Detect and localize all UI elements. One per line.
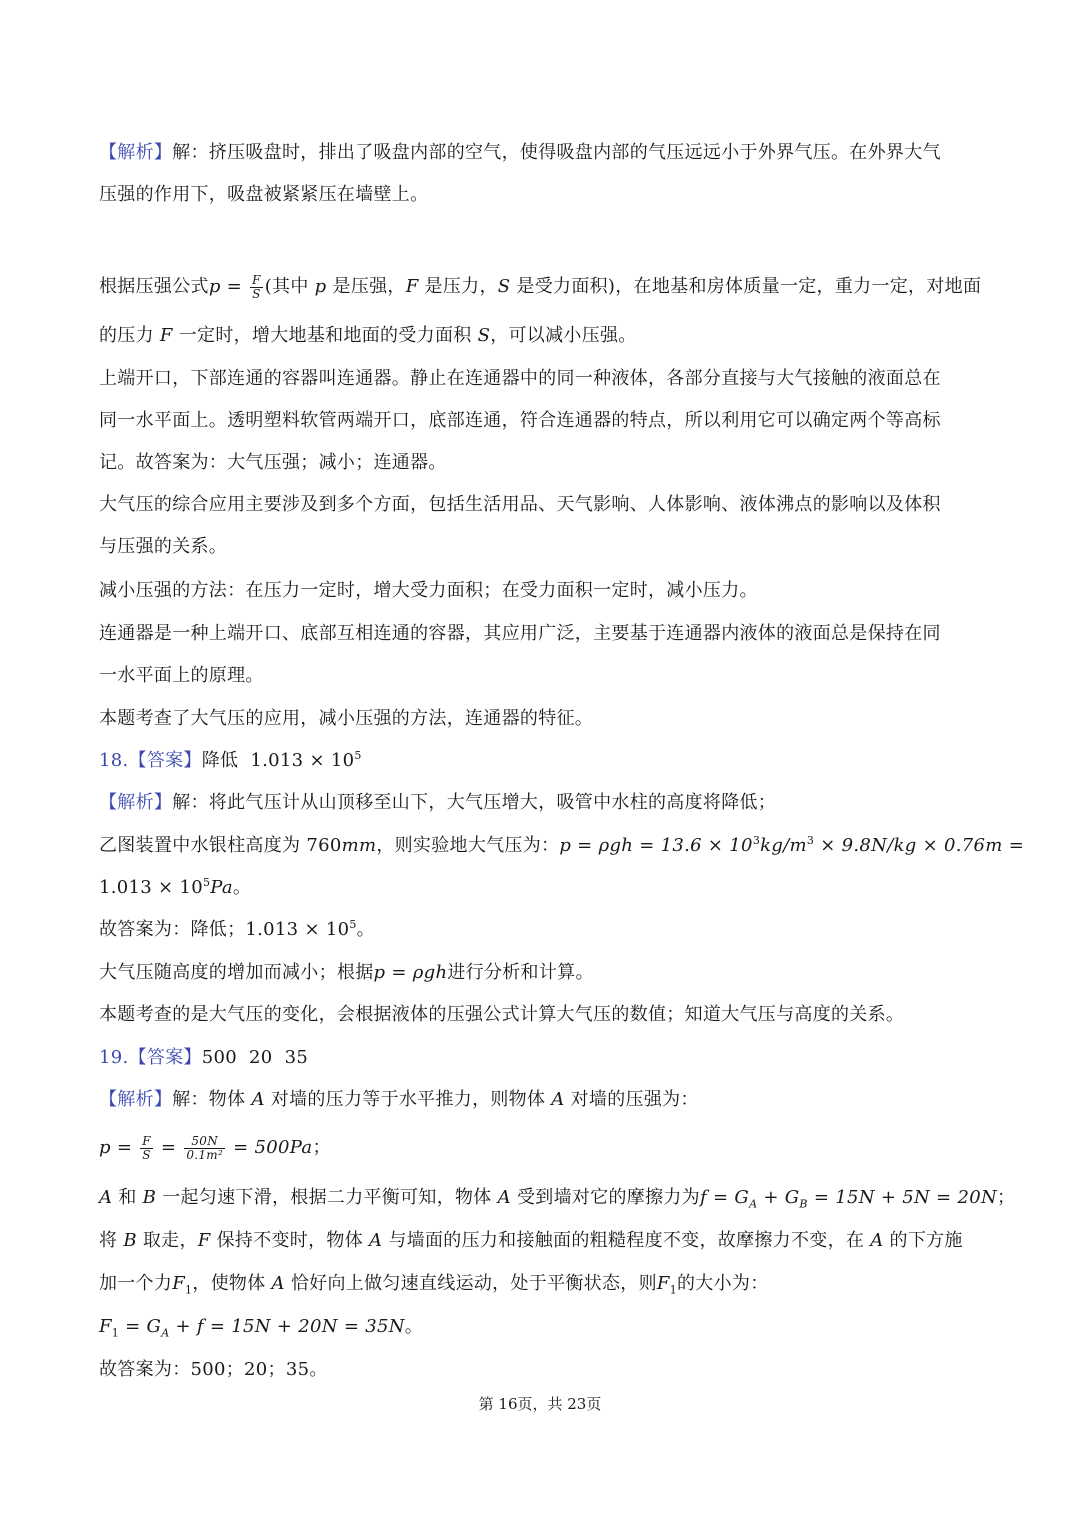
q18-jiexi-line: 【解析】解：将此气压计从山顶移至山下，大气压增大，吸管中水柱的高度将降低； [99,792,777,813]
text-line: 的压力 F 一定时，增大地基和地面的受力面积 S，可以减小压强。 [99,325,637,346]
text-line: A 和 B 一起匀速下滑，根据二力平衡可知，物体 A 受到墙对它的摩擦力为$f = G_A + G_B = 15N + 5N = 20N$； [99,1187,1016,1211]
text-line: 减小压强的方法：在压力一定时，增大受力面积；在受力面积一定时，减小压力。 [99,580,758,601]
text-line: 本题考查的是大气压的变化，会根据液体的压强公式计算大气压的数值；知道大气压与高度的关系。 [99,1004,905,1025]
text-line: 与压强的关系。 [99,536,228,557]
pressure-calc-line: p = $\frac{F}{S}$ = $\frac{50N}{\text{0.1m²}}$ = 500Pa； [99,1133,331,1162]
text-line: 故答案为：降低；$1.013 \times 10^5$。 [99,918,375,940]
text-line: 记。故答案为：大气压强；减小；连通器。 [99,452,447,473]
text-line: 解：挤压吸盘时，排出了吸盘内部的空气，使得吸盘内部的气压远远小于外界气压。在外界大气 [172,142,941,163]
question-number: 19. [99,1047,129,1068]
text-line: 将 B 取走，F 保持不变时，物体 A 与墙面的压力和接触面的粗糙程度不变，故摩擦力不变，在 A 的下方施 [99,1230,963,1251]
q19-answer-line: 19.【答案】500 20 35 [99,1047,309,1068]
fraction: $\frac{F}{S}$ [142,1133,151,1162]
question-number: 18. [99,750,129,771]
text-line: 乙图装置中水银柱高度为 760mm，则实验地大气压为：$p = \rho gh = 13.6 \times 10^3kg/m^3 \times 9.8N/kg \times 0.76m$ = [99,834,1025,856]
text-line: 一水平面上的原理。 [99,665,264,686]
pressure-formula-line: 根据压强公式p = $\frac{F}{S}$ (其中 p 是压强，F 是压力，S 是受力面积)，在地基和房体质量一定，重力一定，对地面 [99,272,982,301]
text-line: $1.013 \times 10^5Pa$。 [99,876,252,898]
text-line: 同一水平面上。透明塑料软管两端开口，底部连通，符合连通器的特点，所以利用它可以确定两个等高标 [99,410,941,431]
text-line: $F_1 = G_A + f = 15N + 20N = 35N$。 [99,1316,424,1340]
page-footer: 第 16页，共 23页 [478,1395,602,1413]
text-line: 大气压的综合应用主要涉及到多个方面，包括生活用品、天气影响、人体影响、液体沸点的影响以及体积 [99,494,941,515]
formula: p = $\frac{F}{S}$ [208,272,261,301]
answer-tag: 【答案】 [128,1047,202,1068]
text-line: 连通器是一种上端开口、底部互相连通的容器，其应用广泛，主要基于连通器内液体的液面总是保持在同 [99,623,941,644]
jiexi-tag: 【解析】 [99,142,173,163]
q19-jiexi-line: 【解析】解：物体 A 对墙的压力等于水平推力，则物体 A 对墙的压强为： [99,1089,699,1110]
text-line: 大气压随高度的增加而减小；根据p = ρgh进行分析和计算。 [99,962,594,983]
jiexi-tag: 【解析】 [99,792,173,813]
text-line: 本题考查了大气压的应用，减小压强的方法，连通器的特征。 [99,708,594,729]
text-line: 加一个力$F_1$，使物体 A 恰好向上做匀速直线运动，处于平衡状态，则$F_1$的大小为： [99,1273,769,1297]
text-line: 压强的作用下，吸盘被紧紧压在墙壁上。 [99,184,429,205]
text-line: 上端开口，下部连通的容器叫连通器。静止在连通器中的同一种液体，各部分直接与大气接触的液面总在 [99,368,941,389]
q17-jiexi-line [99,139,984,167]
fraction: $\frac{F}{S}$ [252,272,261,301]
fraction: $\frac{50N}{\text{0.1m²}}$ [186,1133,224,1162]
answer-tag: 【答案】 [128,750,202,771]
q18-answer-line: 18.【答案】降低 $1.013 \times 10^5$ [99,749,362,771]
text-line: 故答案为：500；20；35。 [99,1359,328,1380]
jiexi-tag: 【解析】 [99,1089,173,1110]
